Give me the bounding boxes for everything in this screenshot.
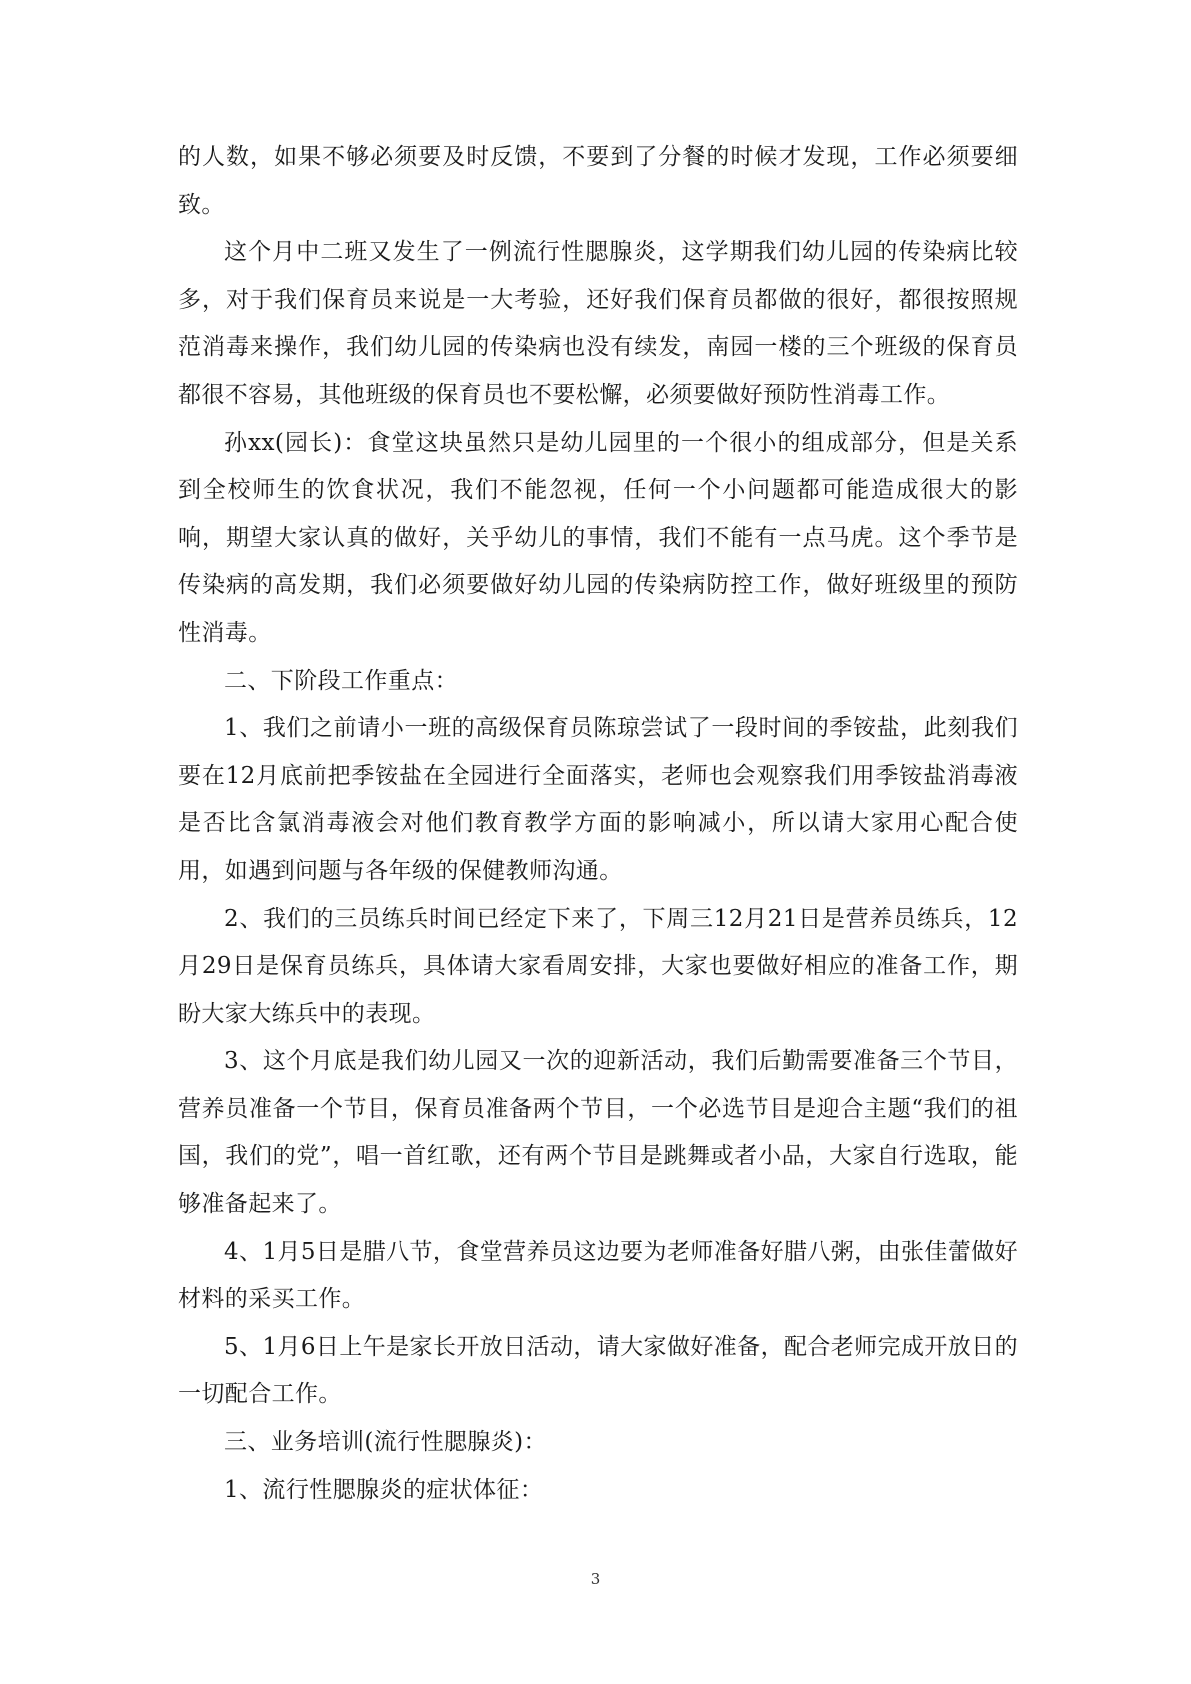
page-number: 3 xyxy=(590,1570,601,1588)
section-heading-training: 三、业务培训(流行性腮腺炎)： xyxy=(224,1429,547,1456)
subheading-symptoms: 1、流行性腮腺炎的症状体征： xyxy=(224,1476,544,1503)
list-item-1: 1、我们之前请小一班的高级保育员陈琼尝试了一段时间的季铵盐，此刻我们要在12月底前把季铵盐在全园进行全面落实，老师也会观察我们用季铵盐消毒液是否比含氯消毒液会对他们教育教学方面的影响减小，所以请大家用心配合使用，如遇到问题与各年级的保健教师沟通。 xyxy=(178,715,1018,884)
paragraph-2: 这个月中二班又发生了一例流行性腮腺炎，这学期我们幼儿园的传染病比较多，对于我们保育员来说是一大考验，还好我们保育员都做的很好，都很按照规范消毒来操作，我们幼儿园的传染病也没有续发，南园一楼的三个班级的保育员都很不容易，其他班级的保育员也不要松懈，必须要做好预防性消毒工作。 xyxy=(178,239,1018,408)
document-body xyxy=(178,134,1018,1514)
paragraph-1: 的人数，如果不够必须要及时反馈，不要到了分餐的时候才发现，工作必须要细致。 xyxy=(178,144,1018,218)
list-item-2: 2、我们的三员练兵时间已经定下来了，下周三12月21日是营养员练兵，12月29日是保育员练兵，具体请大家看周安排，大家也要做好相应的准备工作，期盼大家大练兵中的表现。 xyxy=(178,905,1018,1027)
paragraph-3: 孙xx(园长)：食堂这块虽然只是幼儿园里的一个很小的组成部分，但是关系到全校师生的饮食状况，我们不能忽视，任何一个小问题都可能造成很大的影响，期望大家认真的做好，关乎幼儿的事情，我们不能有一点马虎。这个季节是传染病的高发期，我们必须要做好幼儿园的传染病防控工作，做好班级里的预防性消毒。 xyxy=(178,429,1018,646)
list-item-3: 3、这个月底是我们幼儿园又一次的迎新活动，我们后勤需要准备三个节目，营养员准备一个节目，保育员准备两个节目，一个必选节目是迎合主题“我们的祖国，我们的党”，唱一首红歌，还有两个节目是跳舞或者小品，大家自行选取，能够准备起来了。 xyxy=(178,1048,1018,1218)
list-item-5: 5、1月6日上午是家长开放日活动，请大家做好准备，配合老师完成开放日的一切配合工作。 xyxy=(178,1333,1018,1408)
list-item-4: 4、1月5日是腊八节，食堂营养员这边要为老师准备好腊八粥，由张佳蕾做好材料的采买工作。 xyxy=(178,1238,1018,1313)
section-heading-next-phase: 二、下阶段工作重点： xyxy=(224,667,458,694)
